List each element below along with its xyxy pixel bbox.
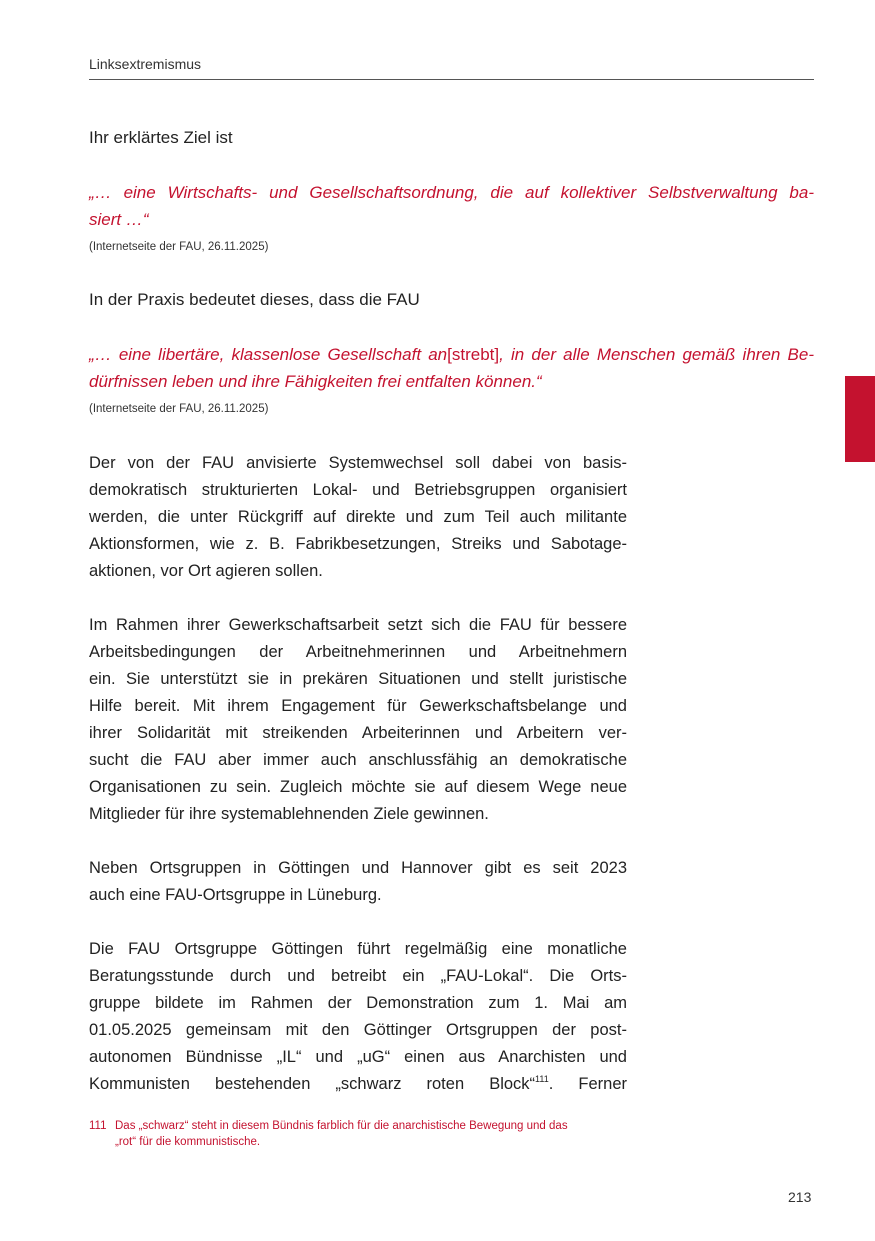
paragraph-line: werden, die unter Rückgriff auf direkte und zum Teil auch militante [89,508,627,526]
quote-1-line: siert …“ [89,210,149,229]
paragraph-line: demokratisch strukturierten Lokal- und Betriebsgruppen organisiert [89,481,627,499]
footnote [89,1118,629,1150]
paragraph-line: autonomen Bündnisse „IL“ und „uG“ einen aus Anarchisten und [89,1048,627,1066]
paragraph-line: gruppe bildete im Rahmen der Demonstration zum 1. Mai am [89,994,627,1012]
paragraph-line: ein. Sie unterstützt sie in prekären Situationen und stellt juristische [89,670,627,688]
intro-text-2: In der Praxis bedeutet dieses, dass die FAU [89,290,420,309]
paragraph-line: Aktionsformen, wie z. B. Fabrikbesetzungen, Streiks und Sabotage- [89,535,627,553]
footnote-text-line: „rot“ für die kommunistische. [115,1136,261,1148]
quote-2-insertion: [strebt] [447,345,500,364]
footnote-reference[interactable]: 111 [535,1074,549,1084]
paragraph-line-text: Kommunisten bestehenden „schwarz roten Block“ [89,1075,536,1093]
paragraph-line-tail: . Ferner [548,1075,627,1093]
paragraph-line: Der von der FAU anvisierte Systemwechsel soll dabei von basis- [89,454,627,472]
paragraph-line: Hilfe bereit. Mit ihrem Engagement für Gewerkschaftsbelange und [89,697,627,715]
paragraph-3 [89,855,627,909]
paragraph-1 [89,450,627,585]
paragraph-line: Die FAU Ortsgruppe Göttingen führt regelmäßig eine monatliche [89,940,627,958]
running-header: Linksextremismus [89,56,202,72]
chapter-tab-marker [845,376,875,462]
paragraph-line: aktionen, vor Ort agieren sollen. [89,562,323,580]
footnote-number: 111 [89,1120,107,1132]
quote-2 [89,341,814,395]
quote-2-line-1 [89,341,814,368]
paragraph-line-with-footnote [89,1071,627,1098]
paragraph-line: auch eine FAU-Ortsgruppe in Lüneburg. [89,886,382,904]
quote-2-line-2: dürfnissen leben und ihre Fähigkeiten frei entfalten können.“ [89,372,542,391]
footnote-text-line: Das „schwarz“ steht in diesem Bündnis farblich für die anarchistische Bewegung und das [115,1120,568,1132]
paragraph-line: Im Rahmen ihrer Gewerkschaftsarbeit setzt sich die FAU für bessere [89,616,627,634]
quote-2-source: (Internetseite der FAU, 26.11.2025) [89,403,269,415]
quote-2-part: „… eine libertäre, klassenlose Gesellschaft an [89,345,448,364]
intro-text-1: Ihr erklärtes Ziel ist [89,128,233,147]
paragraph-4 [89,936,627,1098]
quote-1 [89,179,814,233]
paragraph-line: ihrer Solidarität mit streikenden Arbeiterinnen und Arbeitern ver- [89,724,627,742]
quote-1-line: „… eine Wirtschafts- und Gesellschaftsordnung, die auf kollektiver Selbstverwaltung ba- [89,183,814,202]
paragraph-line: Organisationen zu sein. Zugleich möchte sie auf diesem Wege neue [89,778,627,796]
paragraph-line: Arbeitsbedingungen der Arbeitnehmerinnen und Arbeitnehmern [89,643,627,661]
paragraph-line: Neben Ortsgruppen in Göttingen und Hannover gibt es seit 2023 [89,859,627,877]
page-number: 213 [788,1189,812,1205]
paragraph-line: 01.05.2025 gemeinsam mit den Göttinger Ortsgruppen der post- [89,1021,627,1039]
paragraph-line: Beratungsstunde durch und betreibt ein „FAU-Lokal“. Die Orts- [89,967,627,985]
quote-2-part: , in der alle Menschen gemäß ihren Be- [499,345,814,364]
header-divider [89,79,814,80]
paragraph-line: sucht die FAU aber immer auch anschlussfähig an demokratische [89,751,627,769]
quote-1-source: (Internetseite der FAU, 26.11.2025) [89,241,269,253]
paragraph-2 [89,612,627,828]
paragraph-line: Mitglieder für ihre systemablehnenden Ziele gewinnen. [89,805,489,823]
